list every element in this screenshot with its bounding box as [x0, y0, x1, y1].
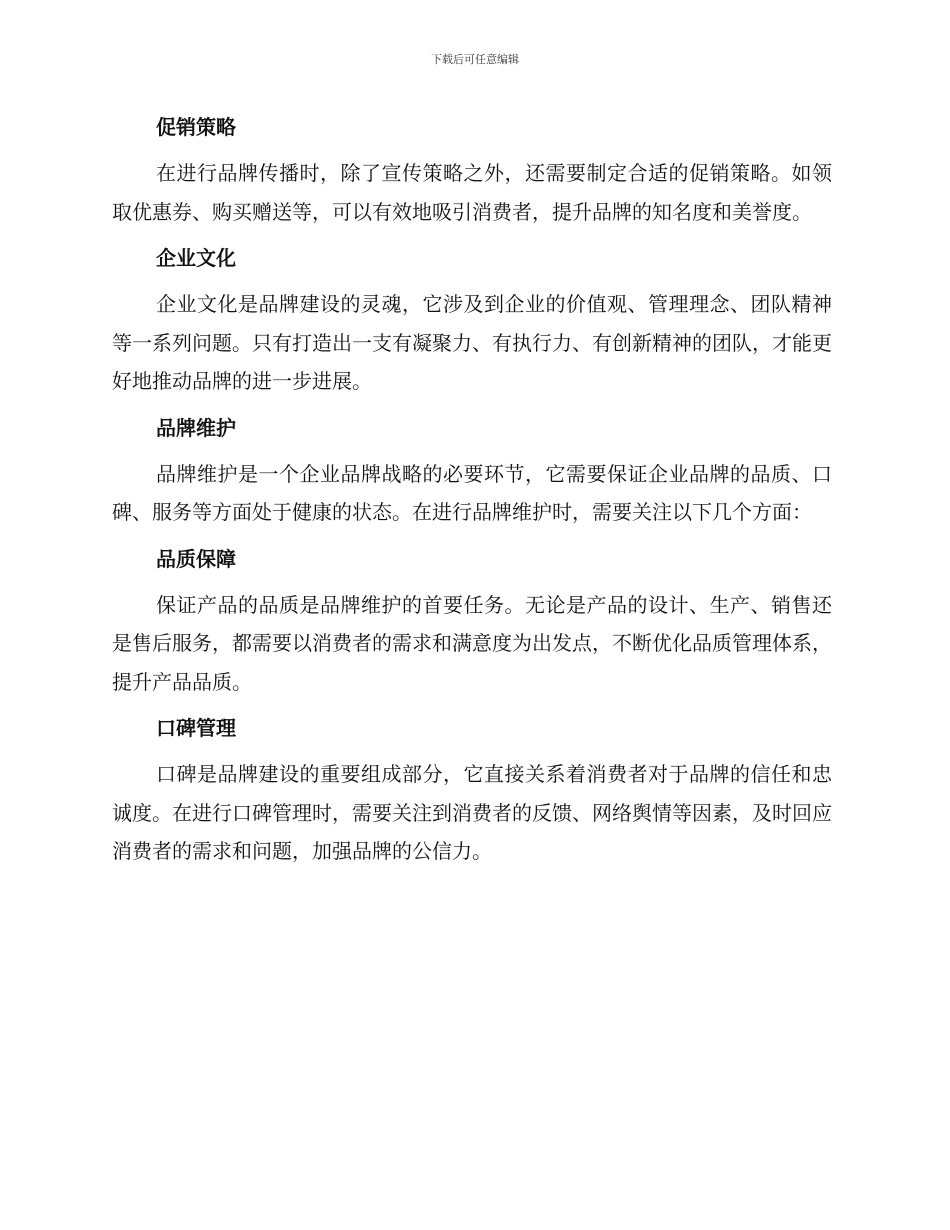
section-paragraph-brand-maintenance: 品牌维护是一个企业品牌战略的必要环节，它需要保证企业品牌的品质、口碑、服务等方面处于健康的状态。在进行品牌维护时，需要关注以下几个方面：: [112, 461, 832, 524]
section-paragraph-corporate-culture: 企业文化是品牌建设的灵魂，它涉及到企业的价值观、管理理念、团队精神等一系列问题。只有打造出一支有凝聚力、有执行力、有创新精神的团队，才能更好地推动品牌的进一步进展。: [112, 292, 832, 393]
section-heading-corporate-culture: 企业文化: [156, 246, 236, 270]
section-heading-brand-maintenance: 品牌维护: [156, 415, 236, 440]
page-header: 下载后可任意编辑: [431, 53, 519, 66]
document-body: [112, 108, 832, 879]
section-heading-promotion-strategy: 促销策略: [156, 115, 236, 139]
section-heading-reputation-management: 口碑管理: [156, 716, 236, 740]
section-paragraph-quality-assurance: 保证产品的品质是品牌维护的首要任务。无论是产品的设计、生产、销售还是售后服务，都需要以消费者的需求和满意度为出发点，不断优化品质管理体系，提升产品品质。: [112, 592, 832, 694]
section-paragraph-reputation-management: 口碑是品牌建设的重要组成部分，它直接关系着消费者对于品牌的信任和忠诚度。在进行口碑管理时，需要关注到消费者的反馈、网络舆情等因素，及时回应消费者的需求和问题，加强品牌的公信力。: [112, 762, 832, 863]
section-paragraph-promotion-strategy: 在进行品牌传播时，除了宣传策略之外，还需要制定合适的促销策略。如领取优惠券、购买赠送等，可以有效地吸引消费者，提升品牌的知名度和美誉度。: [112, 161, 832, 224]
section-heading-quality-assurance: 品质保障: [156, 546, 236, 571]
